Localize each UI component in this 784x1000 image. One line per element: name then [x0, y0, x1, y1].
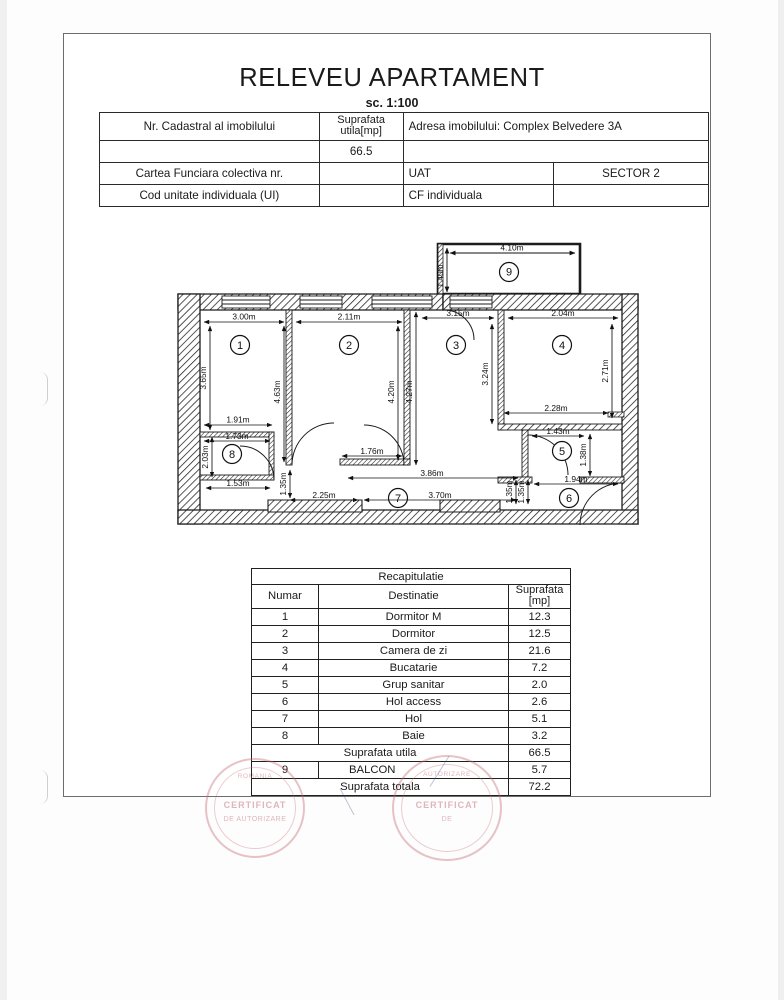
- recap-col-suprafata: [509, 585, 571, 609]
- cell-uat-value: SECTOR 2: [553, 162, 708, 184]
- header-row-1: [100, 113, 709, 141]
- dim-room8-width: 1.73m: [225, 431, 249, 441]
- cell-carte-funciara-label: Cartea Funciara colectiva nr.: [100, 162, 320, 184]
- dim-room4-left-height: 3.24m: [480, 362, 490, 386]
- stamp-right-word: CERTIFICAT: [415, 799, 479, 810]
- recap-col-numar: Numar: [252, 585, 319, 609]
- recapitulation-table: [251, 568, 571, 796]
- recap-col-suprafata-l2: [mp]: [528, 595, 551, 608]
- recap-cell-numar: 1: [252, 608, 319, 625]
- dim-room2-bottom: 1.76m: [360, 446, 384, 456]
- recap-row: [252, 676, 571, 693]
- recap-cell-destinatie: Dormitor M: [319, 608, 509, 625]
- recap-total-utila-row: [252, 744, 571, 761]
- cell-nr-cadastral-value: [100, 140, 320, 162]
- recap-cell-numar: 6: [252, 693, 319, 710]
- recap-total-utila-value: 66.5: [509, 744, 571, 761]
- stamp-left-word2: DE AUTORIZARE: [223, 815, 287, 823]
- scan-edge-left: [0, 0, 7, 1000]
- recap-cell-destinatie: Baie: [319, 727, 509, 744]
- dim-balcony-depth: 1.40m: [435, 264, 445, 288]
- suprafata-line1: Suprafata: [337, 114, 385, 126]
- dim-room7-door: 1.35m: [278, 472, 288, 496]
- dim-room3-top: 3.15m: [446, 308, 470, 318]
- recap-cell-destinatie: Hol: [319, 710, 509, 727]
- recap-total-row: [252, 778, 571, 795]
- recap-total-value: 72.2: [509, 778, 571, 795]
- recap-balcon-numar: 9: [252, 761, 319, 778]
- stamp-right-word2: DE: [441, 816, 453, 824]
- room-marker-3: 3: [452, 339, 460, 352]
- recap-cell-suprafata: 2.0: [509, 676, 571, 693]
- dim-room2-height-outer: 4.27m: [404, 380, 414, 404]
- recap-cell-suprafata: 21.6: [509, 642, 571, 659]
- recap-caption: Recapitulatie: [252, 569, 571, 585]
- cell-suprafata-utila-value: 66.5: [319, 140, 403, 162]
- stamp-left-arc: ROMANIA: [237, 773, 273, 781]
- dim-room2-height: 4.20m: [386, 380, 396, 404]
- dim-room3-bottom: 3.86m: [420, 468, 444, 478]
- recap-balcon-label: BALCON: [319, 761, 509, 778]
- room-marker-9: 9: [505, 266, 513, 279]
- recap-row: [252, 625, 571, 642]
- recap-cell-numar: 4: [252, 659, 319, 676]
- recap-cell-suprafata: 2.6: [509, 693, 571, 710]
- cell-uat-label: UAT: [403, 162, 553, 184]
- recap-row: [252, 608, 571, 625]
- recap-cell-numar: 2: [252, 625, 319, 642]
- header-row-4: [100, 184, 709, 206]
- cell-address-blank: [403, 140, 708, 162]
- header-row-3: [100, 162, 709, 184]
- cell-nr-cadastral-label: Nr. Cadastral al imobilului: [100, 113, 320, 141]
- recap-balcon-row: [252, 761, 571, 778]
- recap-row: [252, 642, 571, 659]
- room-marker-5: 5: [558, 445, 566, 458]
- recap-cell-suprafata: 7.2: [509, 659, 571, 676]
- room-marker-2: 2: [345, 339, 353, 352]
- recap-caption-row: [252, 569, 571, 585]
- recap-cell-destinatie: Grup sanitar: [319, 676, 509, 693]
- dim-room1-bottom: 1.91m: [226, 414, 250, 425]
- recap-row: [252, 710, 571, 727]
- cell-suprafata-utila-header: [319, 113, 403, 141]
- recap-cell-numar: 8: [252, 727, 319, 744]
- cell-carte-funciara-value: [319, 162, 403, 184]
- recap-cell-destinatie: Camera de zi: [319, 642, 509, 659]
- suprafata-line2: utila[mp]: [340, 125, 382, 138]
- dim-room8-bottom: 1.53m: [226, 478, 250, 488]
- recap-header-row: [252, 585, 571, 609]
- recap-cell-suprafata: 12.5: [509, 625, 571, 642]
- dim-room7-left: 2.25m: [312, 490, 336, 500]
- cell-cod-ui-label: Cod unitate individuala (UI): [100, 184, 320, 206]
- recap-cell-suprafata: 3.2: [509, 727, 571, 744]
- room-marker-8: 8: [228, 448, 236, 461]
- recap-row: [252, 659, 571, 676]
- recap-row: [252, 693, 571, 710]
- recap-cell-destinatie: Hol access: [319, 693, 509, 710]
- recap-col-suprafata-l1: Suprafata: [515, 584, 564, 596]
- cell-cf-individuala-label: CF individuala: [403, 184, 553, 206]
- stamp-left-word: CERTIFICAT: [223, 800, 287, 811]
- dim-balcony-width: 4.10m: [500, 242, 524, 253]
- cell-address: Adresa imobilului: Complex Belvedere 3A: [403, 113, 708, 141]
- stamp-right-arc: AUTORIZARE: [423, 771, 471, 779]
- dim-partition-height: 4.63m: [272, 380, 282, 404]
- room-marker-1: 1: [236, 339, 244, 352]
- recap-cell-numar: 7: [252, 710, 319, 727]
- recap-cell-suprafata: 5.1: [509, 710, 571, 727]
- scan-artifact-bottom: [40, 770, 48, 804]
- dim-room4-top: 2.04m: [551, 308, 575, 318]
- dim-room5-width: 1.43m: [546, 426, 570, 436]
- drawing-scale: sc. 1:100: [365, 96, 419, 110]
- recap-cell-numar: 3: [252, 642, 319, 659]
- recap-cell-destinatie: Dormitor: [319, 625, 509, 642]
- cell-cod-ui-value: [319, 184, 403, 206]
- dim-room4-bottom: 2.28m: [544, 403, 568, 413]
- dim-room7-bottom: 3.70m: [428, 490, 452, 500]
- dim-room4-height: 2.71m: [600, 359, 610, 383]
- room-marker-7: 7: [394, 492, 402, 505]
- scan-artifact-top: [40, 372, 48, 406]
- recap-total-utila-label: Suprafata utila: [252, 744, 509, 761]
- room-marker-6: 6: [565, 492, 573, 505]
- scan-edge-right: [778, 0, 784, 1000]
- dim-room6-left: 1.35m: [504, 480, 514, 504]
- recap-cell-destinatie: Bucatarie: [319, 659, 509, 676]
- dim-room5-height: 1.38m: [578, 443, 588, 467]
- floor-plan-drawing: [160, 232, 680, 552]
- header-row-2: [100, 140, 709, 162]
- dim-room2-width: 2.11m: [337, 311, 361, 322]
- dim-room1-width: 3.00m: [232, 311, 256, 322]
- room-marker-4: 4: [558, 339, 566, 352]
- cell-cf-individuala-value: [553, 184, 708, 206]
- recap-balcon-value: 5.7: [509, 761, 571, 778]
- dim-room6-right: 1.35m: [516, 480, 526, 504]
- recap-row: [252, 727, 571, 744]
- dim-room1-height: 3.65m: [198, 366, 208, 390]
- recap-cell-suprafata: 12.3: [509, 608, 571, 625]
- recap-total-label: Suprafata totala: [252, 778, 509, 795]
- recap-col-destinatie: Destinatie: [319, 585, 509, 609]
- recap-cell-numar: 5: [252, 676, 319, 693]
- dim-room8-height: 2.03m: [200, 445, 210, 469]
- cadastral-header-table: [99, 112, 709, 207]
- page-title: RELEVEU APARTAMENT: [239, 64, 545, 92]
- dim-room6-width: 1.94m: [564, 474, 588, 484]
